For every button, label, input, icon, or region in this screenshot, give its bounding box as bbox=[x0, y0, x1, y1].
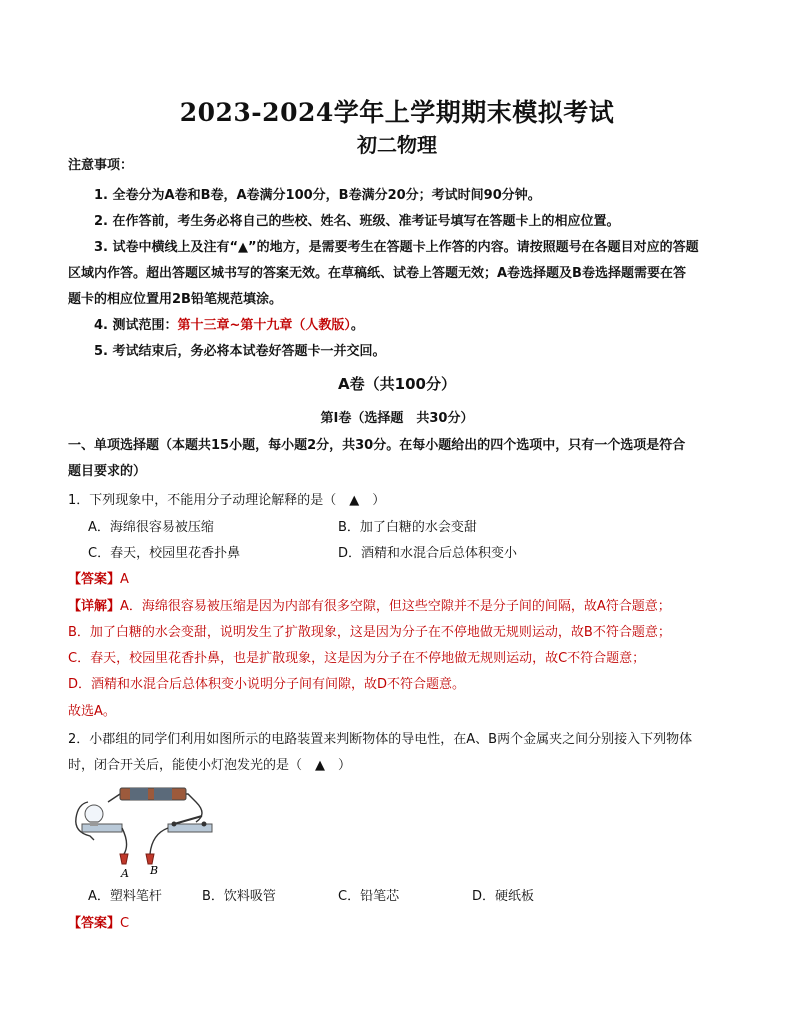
q2-answer-value: C bbox=[120, 916, 130, 931]
part-1-heading: 第Ⅰ卷（选择题 共30分） bbox=[320, 411, 474, 426]
note-2: 2. 在作答前，考生务必将自己的些校、姓名、班级、准考证号填写在答题卡上的相应位置。 bbox=[94, 214, 620, 229]
q1-option-a: A．海绵很容易被压缩 bbox=[88, 520, 214, 535]
lightbulb-icon bbox=[85, 805, 103, 823]
q1-answer-label: 【答案】 bbox=[68, 572, 121, 587]
lamp-base bbox=[82, 824, 122, 832]
clip-a-label: A bbox=[121, 867, 129, 880]
q1-detail-label: 【详解】 bbox=[68, 599, 121, 614]
wire-to-clip-a bbox=[122, 828, 127, 854]
note-1: 1. 全卷分为A卷和B卷，A卷满分100分，B卷满分20分；考试时间90分钟。 bbox=[94, 188, 541, 203]
exam-subtitle: 初二物理 bbox=[357, 133, 437, 157]
q1-option-d: D．酒精和水混合后总体积变小 bbox=[338, 546, 518, 561]
note-3-line-3: 题卡的相应位置用2B铅笔规范填涂。 bbox=[68, 292, 282, 307]
q2-option-c: C．铅笔芯 bbox=[338, 889, 400, 904]
q2-option-a: A．塑料笔杆 bbox=[88, 889, 162, 904]
notes-heading: 注意事项： bbox=[68, 158, 134, 173]
note-5: 5. 考试结束后，务必将本试卷好答题卡一并交回。 bbox=[94, 344, 386, 359]
q1-detail-1-text: A．海绵很容易被压缩是因为内部有很多空隙，但这些空隙并不是分子间的间隔，故A符合题意； bbox=[120, 599, 671, 614]
q2-answer bbox=[68, 915, 728, 933]
q1-answer bbox=[68, 571, 728, 589]
note-3-line-2: 区域内作答。超出答题区城书写的答案无效。在草稿纸、试卷上答题无效；A卷选择题及B卷选择题需要在答 bbox=[68, 266, 686, 281]
note-4-suffix: 。 bbox=[350, 318, 364, 333]
q1-detail-4: D．酒精和水混合后总体积变小说明分子间有间隙，故D不符合题意。 bbox=[68, 677, 466, 692]
q2-stem-line-2: 时，闭合开关后，能使小灯泡发光的是（ ▲ ） bbox=[68, 758, 351, 773]
clip-b-icon bbox=[146, 854, 154, 864]
note-3-line-1: 3. 试卷中横线上及注有“▲”的地方，是需要考生在答题卡上作答的内容。请按照题号在各题目对应的答题 bbox=[94, 240, 699, 255]
note-4-prefix: 4. 测试范围： bbox=[94, 318, 178, 333]
battery-icon bbox=[120, 788, 186, 800]
q1-detail-1 bbox=[68, 598, 728, 616]
battery-band-1 bbox=[130, 788, 148, 800]
clip-a-icon bbox=[120, 854, 128, 864]
q1-conclusion: 故选A。 bbox=[68, 704, 116, 719]
volume-a-heading: A卷（共100分） bbox=[338, 375, 456, 393]
circuit-diagram bbox=[68, 784, 218, 880]
wire-to-clip-b bbox=[150, 828, 168, 854]
switch-contact bbox=[202, 822, 207, 827]
battery-band-2 bbox=[154, 788, 172, 800]
mcq-instructions-line-2: 题目要求的） bbox=[68, 464, 147, 479]
exam-title: 2023-2024学年上学期期末模拟考试 bbox=[179, 98, 615, 127]
circuit-diagram-svg bbox=[68, 784, 218, 880]
q1-answer-value: A bbox=[120, 572, 129, 587]
switch-pivot bbox=[172, 822, 177, 827]
q1-option-b: B．加了白糖的水会变甜 bbox=[338, 520, 477, 535]
mcq-instructions-line-1: 一、单项选择题（本题共15小题，每小题2分，共30分。在每小题给出的四个选项中，只有一个选项是符合 bbox=[68, 438, 686, 453]
q2-stem-line-1: 2．小郡组的同学们利用如图所示的电路装置来判断物体的导电性，在A、B两个金属夹之间分别接入下列物体 bbox=[68, 732, 693, 747]
q2-option-d: D．硬纸板 bbox=[472, 889, 535, 904]
q2-answer-label: 【答案】 bbox=[68, 916, 121, 931]
q1-option-c: C．春天，校园里花香扑鼻 bbox=[88, 546, 241, 561]
lightbulb-socket bbox=[90, 821, 98, 826]
note-4-range: 第十三章~第十九章（人教版） bbox=[177, 318, 351, 333]
note-4 bbox=[94, 317, 754, 335]
q1-detail-2: B．加了白糖的水会变甜，说明发生了扩散现象，这是因为分子在不停地做无规则运动，故B不符合题意； bbox=[68, 625, 671, 640]
q1-stem: 1．下列现象中，不能用分子动理论解释的是（ ▲ ） bbox=[68, 493, 386, 508]
q2-option-b: B．饮料吸管 bbox=[202, 889, 276, 904]
clip-b-label: B bbox=[150, 864, 159, 877]
q1-detail-3: C．春天，校园里花香扑鼻，也是扩散现象，这是因为分子在不停地做无规则运动，故C不符合题意； bbox=[68, 651, 646, 666]
